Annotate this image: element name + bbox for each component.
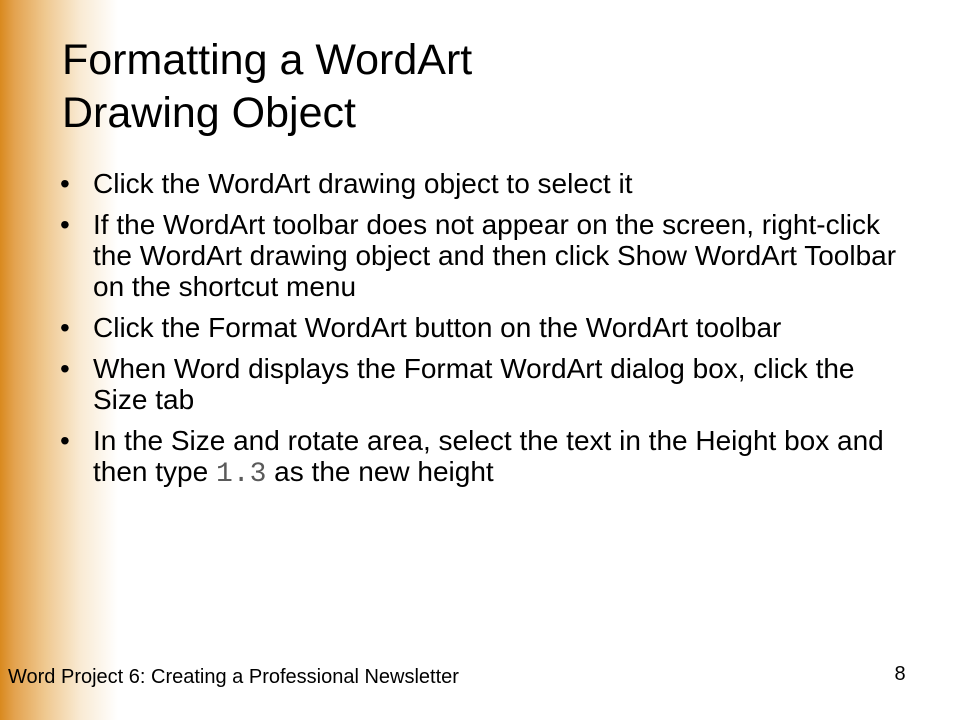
bullet-text-before: In the Size and rotate area, select the text in the Height box and then type [93, 425, 884, 487]
bullet-list [60, 168, 910, 500]
slide-title [62, 34, 922, 140]
typed-value: 1.3 [215, 459, 267, 490]
bullet-item: • When Word displays the Format WordArt dialog box, click the Size tab [60, 353, 910, 415]
bullet-item [60, 425, 910, 490]
bullet-item: • If the WordArt toolbar does not appear on the screen, right-click the WordArt drawing object and then click Show WordArt Toolbar on the shortcut menu [60, 209, 910, 302]
page-number: 8 [894, 663, 906, 685]
bullet-item: • Click the WordArt drawing object to select it [60, 168, 910, 199]
bullet-text-after: as the new height [266, 456, 494, 487]
slide-title-line-2: Drawing Object [62, 89, 356, 137]
slide-title-line-1: Formatting a WordArt [62, 36, 473, 84]
slide-footer: Word Project 6: Creating a Professional Newsletter [8, 666, 459, 688]
bullet-item: • Click the Format WordArt button on the WordArt toolbar [60, 312, 910, 343]
